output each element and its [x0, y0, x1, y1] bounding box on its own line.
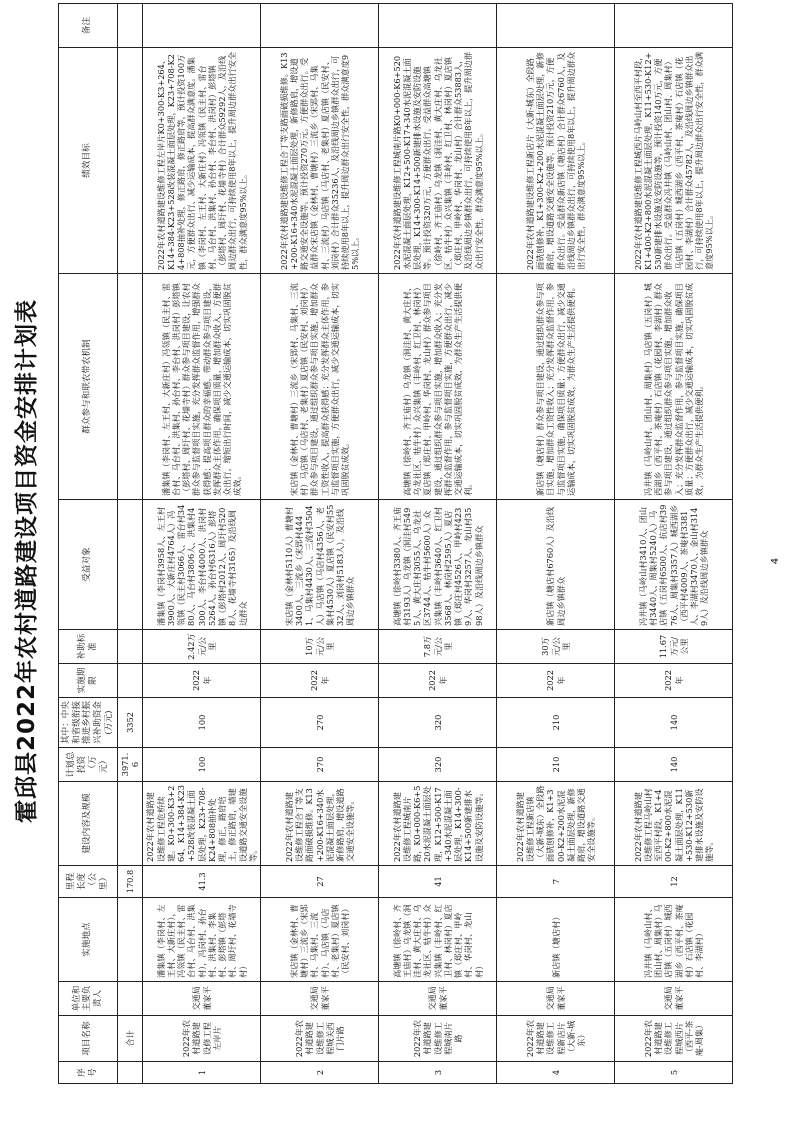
row-content: 2022年农村道路建设维修工程城南片路，K0+000-K6+520水泥混凝土面层处理，K12+500-K17+340水泥混凝土面层处理，K14+300-K14+500新建排水设施及安防设施等。 — [379, 782, 497, 866]
row-invest: 100 — [143, 748, 261, 782]
total-fund: 3352 — [117, 698, 143, 748]
row-beneficiary: 宋店镇（金林村5110人）曹塘村3400人，三流乡（宋郢村4441、马集村4430人、三流村3504人）马店镇（马店村4356人、老集村4530人）夏店镇（民安村5532人、刘岗村5183人），及沿线周边乡镇群众 — [261, 500, 379, 630]
row-standard: 7.8万元/公里 — [379, 630, 497, 664]
row-mechanism: 宋店镇（金林村、曹塘村）三流乡（宋郢村、马集村、三流村）马店镇（马店村、老集村）夏店镇（民安村、刘岗村）群众参与项目建设，通过组织群众参与项目实施，增加群众工资性收入，提高群众获得感；充分发挥群众主体作用，参与监督项目实施，方便群众出行，减少交通运输成本，切实巩固脱贫成效。 — [261, 274, 379, 500]
row-goal: 2022年农村道路建设维修工程左岸片K0+300-K3+264、K14+384-K23+528改装混凝土面层处理，K23+708-K24+808抽补处理，修正路肩，修正路肩等，预计投资100万元，方便群众出行、减少运输成本，提高群众满意度。潘集镇（李岗村、左王村、大新庄村）冯瓴镇（民主村、雷台村、马台村、洪集村、孙台村、李台村、洪岗村）彭塔镇（彭塔村、周圩村、花墙寺村）合计群众59292人，及沿线周边群众出行，可持续使用8年以上，提升周边群众出行安全性，群众满意度95%以上。 — [143, 48, 261, 274]
row-standard: 2.42万元/公里 — [143, 630, 261, 664]
row-beneficiary: 新店镇（塘店村6760人）及沿线周边乡镇群众 — [497, 500, 615, 630]
row-name: 2022年农村道路建设维修工程城西片（西平-茶庵-周集） — [615, 1016, 733, 1062]
row-mechanism: 高塘镇（徐岭村、齐王庙村）乌龙镇（洞洼村、黄大庄村、乌龙社区、牯牛村）众兴集镇（丰岭村、红卫村、林岗村）夏店镇（郑庄村、甲岭村、华岗村、龙山村）群众参与项目建设，通过组织群众参与项目实施，增加群众收入；充分发挥群众监督作用，参与监督项目实施，方便群众出行，减少交通运输成本，切实巩固脱贫成效，为群众生产生活提供便利。 — [379, 274, 497, 500]
col-content: 建设内容及规模 — [59, 782, 118, 866]
col-fund: 其中：中央和省级衔接推进乡村振兴补助资金(万元) — [59, 698, 118, 748]
col-mechanism: 群众参与和联农带农机制 — [59, 274, 118, 500]
col-beneficiary: 受益对象 — [59, 500, 118, 630]
col-index: 序号 — [59, 1062, 118, 1084]
row-content: 2022年农村道路建设维修工程马岭山村至西平村段，K1+400-K2+800水泥混凝土面层处理，K11+530-K12+530新建排水设施及安防设施等。 — [615, 782, 733, 866]
row-unit: 交通局 董家平 — [379, 982, 497, 1016]
row-index: 5 — [615, 1062, 733, 1084]
row-fund: 140 — [615, 698, 733, 748]
row-name: 2022年农村道路建设维修工程城关西门片路 — [261, 1016, 379, 1062]
row-location: 潘集镇（李岗村、左王村、大新庄村），冯瓴镇（民主村、雷台村、马台村、洪集村），冯岗村、孙台村、洪集村、李集村、彭塔镇（彭塔村、周圩村、花墙寺村） — [143, 898, 261, 982]
page-title: 霍邱县2022年农村道路建设项目资金安排计划表 — [14, 299, 40, 824]
col-unit: 单位和主要负责人 — [59, 982, 118, 1016]
row-unit: 交通局 董家平 — [143, 982, 261, 1016]
row-index: 1 — [143, 1062, 261, 1084]
row-length: 41 — [379, 866, 497, 898]
col-invest: 计划总投资（万元） — [59, 748, 118, 782]
row-goal: 2022年农村道路建设维修工程城南片路K0+000-K6+520水泥混凝土面层处理，K12+500-K17+340水泥混凝土面层处理，K14+300-K14+500新建排水设施及安防设施等。预计投资320万元，方便群众出行。受益群众高塘镇（徐岭村、齐王庙村）乌龙镇（洞洼村、黄大庄村、乌龙社区、牯牛村）众兴集镇（丰岭村、红卫村、林岗村）夏店镇（郑庄村、甲岭村、华岗村、龙山村）合计群众53883人，及沿线周边乡镇群众出行，可持续使用8年以上，提升周边群众出行安全性，群众满意度95%以上。 — [379, 48, 497, 274]
row-goal: 2022年农村道路建设维修工程合丁等支路面破损维修。K13+200-K16+340水泥混凝土面层处理，新修路肩，增设道路交通安全设施等。预计投资270万元。方便群众出行。受益群众宋店镇（金林村、曹塘村）三流乡（宋郢村、马集村、三流村）马店镇（马店村、老集村）夏店镇（民安村、刘岗村）合计群众35236人，及沿线周边乡镇群众出行，可持续使用8年以上，提升周边群众出行安全性，群众满意度95%以上。 — [261, 48, 379, 274]
row-note — [261, 4, 379, 48]
row-name: 2022年农村道路建设维修工程新店片（大新-城东） — [497, 1016, 615, 1062]
row-goal: 2022年农村道路建设维修工程城西片马岭山村至西平村段，K1+400-K2+800水泥混凝土面层处理，K11+530-K12+530新建排水设施及安防设施等，预计投资140万元，方便群众出行。受益群众冯井镇（马岭山村、团山村、周集村）马店镇（五岗村）城西湖乡（西平村、茶庵村）石店镇（花园村、李湖村）合计群众45782人，及沿线周边乡镇群众出行，可持续使用8年以上，提升周边群众出行安全性，群众满意度95%以上。 — [615, 48, 733, 274]
row-content: 2022年农村道路建设维修工程合丁等支路面破损维修。K13+200-K16+340水泥混凝土面层处理，新修路肩，增设道路交通安全设施等。 — [261, 782, 379, 866]
row-note — [497, 4, 615, 48]
plan-table — [58, 3, 733, 1084]
row-invest: 210 — [497, 748, 615, 782]
row-beneficiary: 冯井镇（马岭山村3410人、团山村3440人、周集村5240人）马店镇（五岗村6500人、抗店村3976人、周集村3357人）城西湖乡（西平村4009人、茶庵村3381人、李湖村3470人、金山村3149人）及沿线周边乡镇群众 — [615, 500, 733, 630]
row-length: 12 — [615, 866, 733, 898]
row-period: 2022年 — [143, 664, 261, 698]
row-fund: 100 — [143, 698, 261, 748]
total-length: 170.8 — [117, 866, 143, 898]
col-note: 备注 — [59, 4, 118, 48]
table-row — [261, 4, 379, 1084]
col-standard: 补助标准 — [59, 630, 118, 664]
row-period: 2022年 — [379, 664, 497, 698]
col-location: 实施地点 — [59, 898, 118, 982]
row-mechanism: 潘集镇（李岗村、左王村、大新庄村）冯瓴镇（民主村、雷台村、马台村、洪集村、孙台村、李台村、洪岗村）彭塔镇（彭塔村、周圩村、花墙寺村）群众参与项目建设，让农村群众参与监督项目实施，充分发挥群众监督作用，增强群众获得感；提高项目群众的幸福感，带动群众参与项目建设，发挥群众主体作用，确保项目质量，增加群众收入，方便群众出行，缩短出行时间，减少交通运输成本，切实巩固脱贫成效。 — [143, 274, 261, 500]
row-mechanism: 冯井镇（马岭山村、团山村、周集村）马店镇（五岗村）城西湖乡（西平村、茶庵村）石店镇（花园村、李湖村）群众参与项目建设，通过组织群众参与项目实施，增加群众收入；充分发挥群众监督作用，参与监督项目实施，确保项目质量；方便群众出行，减少交通运输成本，切实巩固脱贫成效，为群众生产生活提供便利。 — [615, 274, 733, 500]
row-length: 27 — [261, 866, 379, 898]
row-index: 3 — [379, 1062, 497, 1084]
table-row — [497, 4, 615, 1084]
row-content: 2022年农村道路建设维修工程危桥续建。K0+300-K3+264、K14+384-K23+528改装混凝土面层处理，K23+708-K24+808抽补处理，修正，路肩培土，修正路肩，墙建设道路交通安全设施等。 — [143, 782, 261, 866]
row-note — [143, 4, 261, 48]
row-length: 41.3 — [143, 866, 261, 898]
row-invest: 270 — [261, 748, 379, 782]
row-index: 2 — [261, 1062, 379, 1084]
col-period: 实施期限 — [59, 664, 118, 698]
row-location: 新店镇（塘店村） — [497, 898, 615, 982]
total-invest: 3971.6 — [117, 748, 143, 782]
row-invest: 140 — [615, 748, 733, 782]
row-invest: 320 — [379, 748, 497, 782]
row-index: 4 — [497, 1062, 615, 1084]
col-length: 里程长度（公里） — [59, 866, 118, 898]
row-mechanism: 新店镇（塘店村）群众参与项目建设，通过组织群众参与项目实施，增加群众工资性收入；充分发挥群众监督作用，参与监督项目实施，确保项目质量；方便群众出行，减少交通运输成本，切实巩固脱贫成效，为群众生产生活提供便利。 — [497, 274, 615, 500]
row-fund: 320 — [379, 698, 497, 748]
table-row — [379, 4, 497, 1084]
row-unit: 交通局 董家平 — [615, 982, 733, 1016]
row-fund: 210 — [497, 698, 615, 748]
row-location: 高塘镇（徐岭村、齐王庙村）乌龙镇（洞洼村、黄大庄村、乌龙社区、牯牛村）众兴集镇（丰岭村、红卫村、林岗村）夏店镇（郑庄村、甲岭村、华岗村、龙山村） — [379, 898, 497, 982]
row-note — [379, 4, 497, 48]
row-period: 2022年 — [261, 664, 379, 698]
row-length: 7 — [497, 866, 615, 898]
col-goal: 绩效目标 — [59, 48, 118, 274]
row-beneficiary: 潘集镇（李岗村3958人、左王村3900人、大新庄村4764人）冯瓴镇（民主村3066人、雷台村3480人、马台村3806人、洪集村4300人、李台村4000人、洪岗村5264人、孙台村6316人）彭塔镇（彭塔村2012人、周圩村5208人、花墙寺村3165）及沿线周边群众 — [143, 500, 261, 630]
col-name: 项目名称 — [59, 1016, 118, 1062]
row-fund: 270 — [261, 698, 379, 748]
row-location: 冯井镇（马岭山村、团山村、周集村）马店镇（五岗村）城西湖乡（西平村、茶庵村）石店镇（花园村、李湖村） — [615, 898, 733, 982]
row-note — [615, 4, 733, 48]
row-goal: 2022年农村道路建设维修工程新店片（大新-城东）全段路面铣刨修补，K1+300-K2+200水泥混凝土面层处理，新修路肩，增设道路交通安全设施等，预计投资210万元，方便群众出行。受益群众新店镇（塘店村）合计群众6760人，及沿线周边乡镇群众出行，可持续使用8年以上，提升周边群众出行安全性，群众满意度95%以上。 — [497, 48, 615, 274]
row-standard: 10万元/公里 — [261, 630, 379, 664]
row-unit: 交通局 董家平 — [497, 982, 615, 1016]
row-content: 2022年农村道路建设维修工程新店镇（大新-城东）全段路面铣刨修补，K1+300-K2+200水泥混凝土面层处理，新修路肩，增设道路交通安全设施等。 — [497, 782, 615, 866]
header-row — [59, 4, 118, 1084]
row-name: 2022年农村道路建设修工程左岸片 — [143, 1016, 261, 1062]
row-standard: 11.67万元/公里 — [615, 630, 733, 664]
row-period: 2022年 — [615, 664, 733, 698]
row-unit: 交通局 董家平 — [261, 982, 379, 1016]
row-period: 2022年 — [497, 664, 615, 698]
total-row — [117, 4, 143, 1084]
page-number: 4 — [770, 557, 781, 565]
row-beneficiary: 高塘镇（徐岭村3380人、齐王庙村3193人）乌龙镇（洞洼村5495人、黄大庄村3055人、乌龙社区3744人、牯牛村5600人）众兴集镇（丰岭村3640人、红卫村3568人、林岗村2595人）夏店镇（郑庄村4526人、甲岭村4239人、华岗村3257人、龙山村3598人）及沿线周边乡镇群众 — [379, 500, 497, 630]
total-label: 合计 — [117, 1016, 143, 1062]
row-location: 宋店镇（金林村、曹塘村）三流乡（宋郢村、马集村、三流村）、马店镇（马店村、老集村）夏店镇（民安村、刘岗村） — [261, 898, 379, 982]
table-row — [615, 4, 733, 1084]
row-name: 2022年农村道路建设维修工程城南片路 — [379, 1016, 497, 1062]
table-row — [143, 4, 261, 1084]
row-standard: 30万元/公里 — [497, 630, 615, 664]
